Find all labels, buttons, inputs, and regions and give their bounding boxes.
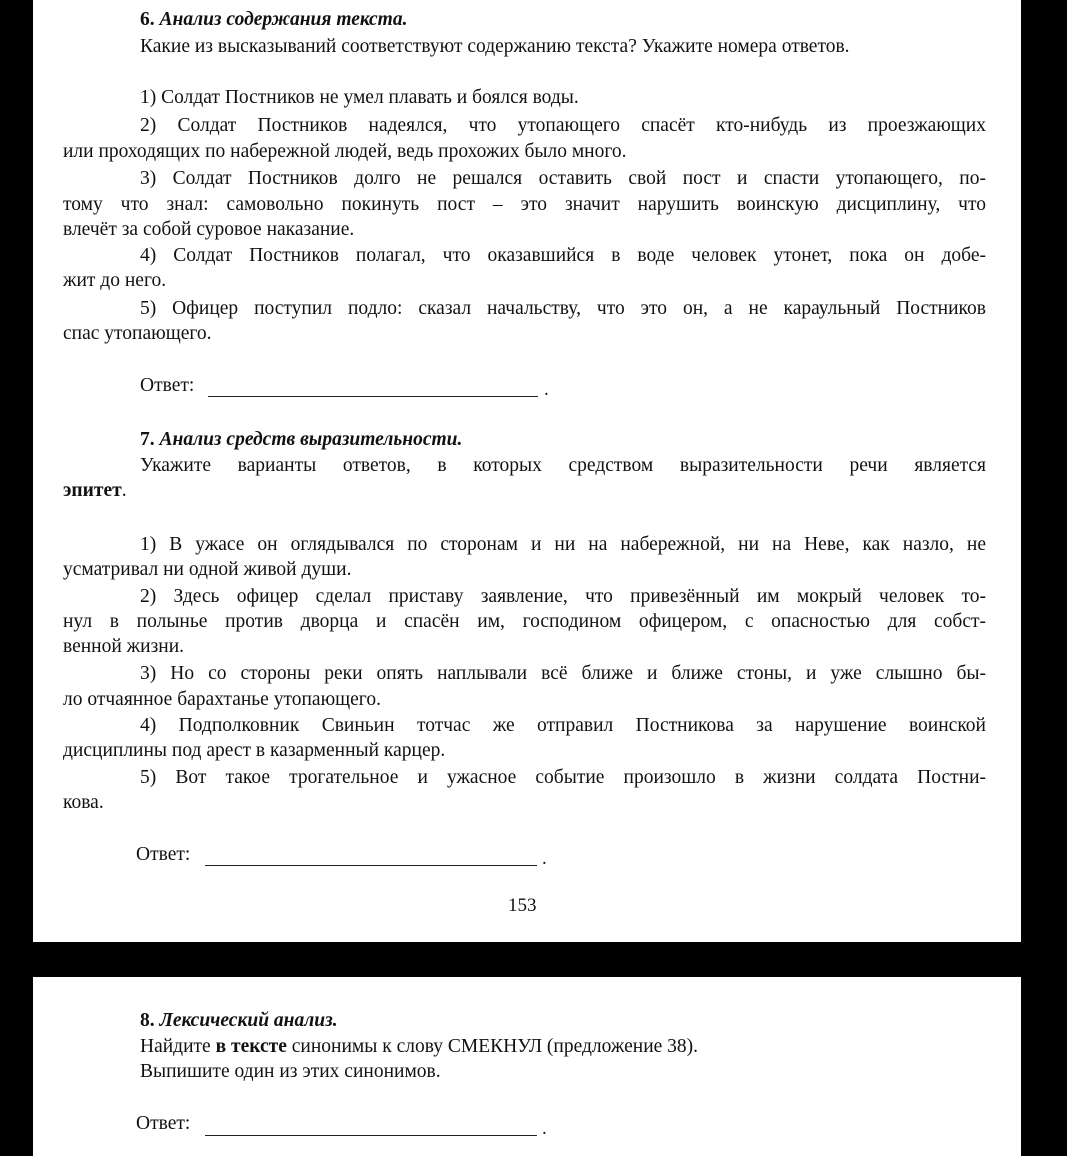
task7-title: Анализ средств выразительности. (159, 429, 463, 450)
task7-number: 7. (140, 429, 155, 450)
task6-option-3-line3: влечёт за собой суровое наказание. (63, 219, 355, 240)
task8-line1-post: синонимы к слову СМЕКНУЛ (предложение 38). (286, 1036, 699, 1057)
task6-answer-label: Ответ: (140, 375, 195, 396)
task7-question-line1: Укажите варианты ответов, в которых средством выразительности речи является (140, 455, 986, 476)
task6-heading (140, 7, 407, 33)
page-number: 153 (508, 895, 537, 916)
task6-option-5-line2: спас утопающего. (63, 323, 212, 344)
task7-question-period: . (121, 480, 127, 501)
task7-answer-period: . (542, 848, 547, 869)
task8-line1-pre: Найдите (140, 1036, 216, 1057)
task7-option-2-line3: венной жизни. (63, 636, 185, 657)
task8-number: 8. (140, 1010, 155, 1031)
task8-heading (140, 1008, 338, 1034)
task6-option-4-line1: 4) Солдат Постников полагал, что оказавшийся в воде человек утонет, пока он добе- (140, 245, 986, 266)
task7-option-4-line2: дисциплины под арест в казарменный карцер. (63, 740, 446, 761)
task6-option-1: 1) Солдат Постников не умел плавать и боялся воды. (140, 87, 579, 108)
task8-line1 (140, 1034, 698, 1060)
task6-answer-field[interactable] (208, 396, 538, 397)
task8-title: Лексический анализ. (159, 1010, 338, 1031)
task6-answer-period: . (544, 379, 549, 400)
task6-question: Какие из высказываний соответствуют содержанию текста? Укажите номера ответов. (140, 36, 850, 57)
task8-line2: Выпишите один из этих синонимов. (140, 1061, 441, 1082)
task8-answer-label: Ответ: (136, 1113, 191, 1134)
task7-option-1-line2: усматривал ни одной живой души. (63, 559, 352, 580)
task7-option-5-line1: 5) Вот такое трогательное и ужасное событие произошло в жизни солдата Постни- (140, 767, 986, 788)
task7-option-5-line2: кова. (63, 792, 104, 813)
task7-question-keyword: эпитет (63, 480, 122, 501)
page-153 (33, 0, 1021, 942)
task6-option-5-line1: 5) Офицер поступил подло: сказал начальству, что это он, а не караульный Постников (140, 298, 986, 319)
task8-line1-bold: в тексте (215, 1036, 287, 1057)
task8-answer-field[interactable] (205, 1135, 537, 1136)
task6-number: 6. (140, 9, 155, 30)
task6-title: Анализ содержания текста. (159, 9, 408, 30)
task7-answer-field[interactable] (205, 865, 537, 866)
task7-option-2-line2: нул в полынье против дворца и спасён им, господином офицером, с опасностью для собст- (63, 611, 986, 632)
task6-option-2-line1: 2) Солдат Постников надеялся, что утопающего спасёт кто-нибудь из проезжающих (140, 115, 986, 136)
task6-option-4-line2: жит до него. (63, 270, 167, 291)
task7-option-1-line1: 1) В ужасе он оглядывался по сторонам и ни на набережной, ни на Неве, как назло, не (140, 534, 986, 555)
task7-question-line2 (63, 478, 127, 504)
task6-option-3-line1: 3) Солдат Постников долго не решался оставить свой пост и спасти утопающего, по- (140, 168, 986, 189)
task7-option-2-line1: 2) Здесь офицер сделал приставу заявление, что привезённый им мокрый человек то- (140, 586, 986, 607)
task7-option-3-line1: 3) Но со стороны реки опять наплывали всё ближе и ближе стоны, и уже слышно бы- (140, 663, 986, 684)
task6-option-3-line2: тому что знал: самовольно покинуть пост – это значит нарушить воинскую дисциплину, что (63, 194, 986, 215)
task8-answer-period: . (542, 1118, 547, 1139)
task7-option-3-line2: ло отчаянное барахтанье утопающего. (63, 689, 381, 710)
task7-option-4-line1: 4) Подполковник Свиньин тотчас же отправил Постникова за нарушение воинской (140, 715, 986, 736)
task7-answer-label: Ответ: (136, 844, 191, 865)
page-next (33, 977, 1021, 1156)
task7-heading (140, 427, 462, 453)
task6-option-2-line2: или проходящих по набережной людей, ведь прохожих было много. (63, 141, 627, 162)
